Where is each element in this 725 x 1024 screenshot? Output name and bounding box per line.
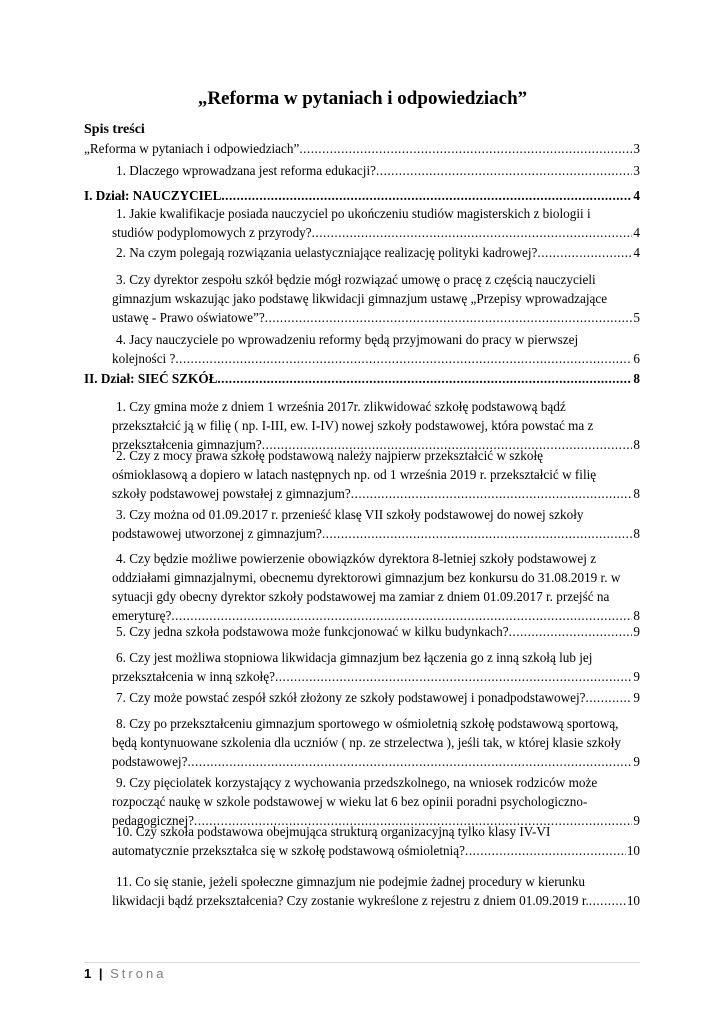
toc-page-number: 8: [633, 608, 640, 623]
toc-entry-text: szkoły podstawowej powstałej z gimnazjum?: [112, 486, 351, 501]
toc-leader-dots: [217, 369, 632, 388]
toc-entry-line[interactable]: [112, 308, 640, 327]
toc-leader-dots: [509, 622, 633, 641]
footer-page-word: Strona: [110, 966, 167, 981]
toc-entry-text[interactable]: 11. Co się stanie, jeżeli społeczne gimnazjum nie podejmie żadnej procedury w kierunku: [116, 874, 585, 889]
toc-entry-text[interactable]: rozpocząć naukę w szkole podstawowej w wieku lat 6 bez opinii poradni psychologiczno-: [112, 794, 588, 809]
toc-leader-dots: [586, 688, 633, 707]
toc-entry-text: I. Dział: NAUCZYCIEL: [84, 188, 222, 203]
toc-entry-line[interactable]: [112, 667, 640, 686]
toc-entry-text[interactable]: 8. Czy po przekształceniu gimnazjum sportowego w ośmioletnią szkołę podstawową sportową,: [116, 716, 619, 731]
toc-entry-line[interactable]: [84, 369, 640, 388]
toc-entry-text: ustawę - Prawo oświatowe”?: [112, 310, 265, 325]
toc-entry-text[interactable]: przekształcić ją w filię ( np. I-III, ew. I-IV) nowej szkoły podstawowej, która powstać ma z: [112, 418, 594, 433]
toc-page-number: 10: [626, 843, 640, 858]
toc-page-number: 10: [626, 893, 640, 908]
toc-page-number: 9: [633, 754, 640, 769]
toc-page-number: 8: [633, 371, 640, 386]
toc-entry-text[interactable]: 4. Czy będzie możliwe powierzenie obowiązków dyrektora 8-letniej szkoły podstawowej z: [116, 551, 597, 566]
toc-entry-line[interactable]: [84, 186, 640, 205]
toc-entry-text: 5. Czy jedna szkoła podstawowa może funkcjonować w kilku budynkach?: [116, 624, 509, 639]
toc-heading: Spis treści: [84, 122, 145, 137]
toc-entry-line[interactable]: [112, 841, 640, 860]
toc-page-number: 4: [633, 245, 640, 260]
toc-page-number: 5: [633, 310, 640, 325]
toc-entry-text[interactable]: gimnazjum wskazując jako podstawę likwidacji gimnazjum ustawę „Przepisy wprowadzające: [112, 291, 608, 306]
toc-entry-line[interactable]: [116, 622, 640, 641]
footer-divider: [84, 962, 640, 963]
toc-entry-line[interactable]: [112, 223, 640, 242]
toc-entry-text[interactable]: oddziałami gimnazjalnymi, obecnemu dyrektorowi gimnazjum bez konkursu do 31.08.2019 r. w: [112, 570, 621, 585]
toc-leader-dots: [187, 752, 632, 771]
toc-leader-dots: [175, 349, 632, 368]
toc-entry-text[interactable]: 2. Czy z mocy prawa szkołę podstawową należy najpierw przekształcić w szkołę: [116, 448, 543, 463]
toc-entry-line[interactable]: [112, 484, 640, 503]
toc-entry-text: „Reforma w pytaniach i odpowiedziach”: [84, 141, 300, 156]
toc-leader-dots: [465, 841, 626, 860]
toc-entry-text[interactable]: 10. Czy szkoła podstawowa obejmująca strukturą organizacyjną tylko klasy IV-VI: [116, 824, 551, 839]
toc-entry-text: II. Dział: SIEĆ SZKÓŁ: [84, 371, 218, 386]
toc-leader-dots: [312, 223, 633, 242]
toc-entry-text[interactable]: 9. Czy pięciolatek korzystający z wychowania przedszkolnego, na wniosek rodziców może: [116, 775, 598, 790]
toc-entry-text[interactable]: 1. Jakie kwalifikacje posiada nauczyciel po ukończeniu studiów magisterskich z biologii i: [116, 206, 591, 221]
toc-entry-text[interactable]: 3. Czy dyrektor zespołu szkół będzie mógł rozwiązać umowę o pracę z częścią nauczycieli: [116, 272, 596, 287]
footer-separator: |: [98, 966, 103, 981]
toc-page-number: 3: [633, 163, 640, 178]
toc-entry-text[interactable]: 1. Czy gmina może z dniem 1 września 2017r. zlikwidować szkołę podstawową bądź: [116, 399, 566, 414]
toc-entry-text: emeryturę?: [112, 608, 172, 623]
toc-page-number: 8: [633, 526, 640, 541]
toc-entry-line[interactable]: [112, 524, 640, 543]
document-title: „Reforma w pytaniach i odpowiedziach”: [197, 88, 528, 109]
toc-entry-text[interactable]: ośmioklasową a dopiero w latach następnych np. od 1 września 2019 r. przekształcić w filię: [112, 467, 597, 482]
toc-entry-line[interactable]: [112, 752, 640, 771]
toc-entry-line[interactable]: [116, 243, 640, 262]
toc-page-number: 8: [633, 437, 640, 452]
toc-entry-text: pedagogicznej?: [112, 813, 195, 828]
toc-entry-text: przekształcenia w inną szkołę?: [112, 669, 275, 684]
toc-entry-line[interactable]: [84, 139, 640, 158]
toc-leader-dots: [275, 667, 632, 686]
toc-entry-line[interactable]: [112, 891, 640, 910]
toc-entry-text[interactable]: będą kontynuowane szkolenia dla uczniów ( np. ze strzelectwa ), jeśli tak, w której klasie szkoły: [112, 735, 622, 750]
toc-entry-text: podstawowej?: [112, 754, 188, 769]
toc-page-number: 4: [633, 225, 640, 240]
toc-page-number: 4: [633, 188, 640, 203]
toc-entry-text: przekształcenia gimnazjum?: [112, 437, 262, 452]
toc-leader-dots: [221, 186, 632, 205]
toc-page-number: 8: [633, 486, 640, 501]
toc-page-number: 9: [633, 813, 640, 828]
toc-leader-dots: [299, 139, 632, 158]
toc-entry-text: studiów podyplomowych z przyrody?: [112, 225, 312, 240]
toc-entry-text[interactable]: 3. Czy można od 01.09.2017 r. przenieść klasę VII szkoły podstawowej do nowej szkoły: [116, 507, 584, 522]
toc-leader-dots: [537, 243, 632, 262]
toc-entry-text: podstawowej utworzonej z gimnazjum?: [112, 526, 322, 541]
toc-entry-line[interactable]: [116, 688, 640, 707]
toc-entry-text: 7. Czy może powstać zespół szkół złożony ze szkoły podstawowej i ponadpodstawowej?: [116, 690, 586, 705]
toc-entry-text: 1. Dlaczego wprowadzana jest reforma edukacji?: [116, 163, 376, 178]
toc-page-number: 9: [633, 624, 640, 639]
toc-entry-text: kolejności ?: [112, 351, 176, 366]
page-footer: [84, 966, 166, 981]
toc-entry-text[interactable]: 4. Jacy nauczyciele po wprowadzeniu reformy będą przyjmowani do pracy w pierwszej: [116, 332, 579, 347]
toc-leader-dots: [376, 161, 632, 180]
toc-leader-dots: [322, 524, 633, 543]
toc-entry-text[interactable]: sytuacji gdy obecny dyrektor szkoły podstawowej ma zamiar z dniem 01.09.2017 r. przejść na: [112, 589, 610, 604]
toc-entry-text: automatycznie przekształca się w szkołę podstawową ośmioletnią?: [112, 843, 466, 858]
toc-leader-dots: [589, 891, 626, 910]
toc-page-number: 3: [633, 141, 640, 156]
toc-page-number: 9: [633, 690, 640, 705]
toc-entry-text: 2. Na czym polegają rozwiązania uelastyczniające realizację polityki kadrowej?: [116, 245, 538, 260]
toc-page-number: 6: [633, 351, 640, 366]
toc-entry-line[interactable]: [116, 161, 640, 180]
toc-entry-line[interactable]: [112, 349, 640, 368]
toc-entry-text[interactable]: 6. Czy jest możliwa stopniowa likwidacja gimnazjum bez łączenia go z inną szkołą lub jej: [116, 650, 593, 665]
footer-page-number: 1: [84, 966, 92, 981]
toc-page-number: 9: [633, 669, 640, 684]
toc-entry-text: likwidacji bądź przekształcenia? Czy zostanie wykreślone z rejestru z dniem 01.09.2019 r.: [112, 893, 589, 908]
toc-leader-dots: [265, 308, 633, 327]
toc-leader-dots: [351, 484, 633, 503]
